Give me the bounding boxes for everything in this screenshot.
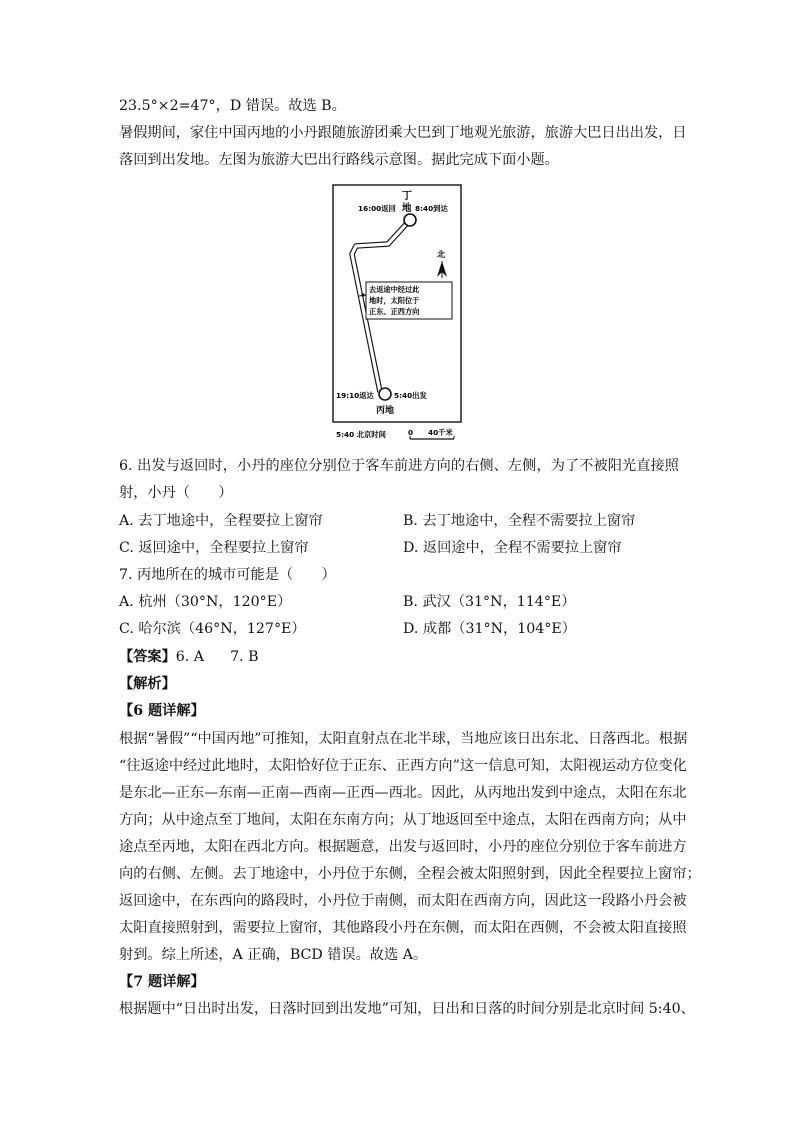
detail-6-line: 方向；从中途点至丁地间，太阳在东南方向；从丁地返回至中途点，太阳在西南方向；从中 xyxy=(119,812,687,828)
caption-time: 5:40 北京时间 xyxy=(336,430,386,439)
answer-7: 7. B xyxy=(230,649,259,665)
detail-7-label: 【7 题详解】 xyxy=(119,974,205,990)
note-line-3: 正东、正西方向 xyxy=(369,307,420,316)
detail-6-line: “往返途中经过此地时，太阳恰好位于正东、正西方向”这一信息可知，太阳视运动方位变化 xyxy=(119,758,687,774)
q6-option-d: D. 返回途中，全程不需要拉上窗帘 xyxy=(403,540,622,556)
destination-arrive-time: 8:40到达 xyxy=(415,204,448,213)
midpoint-marker xyxy=(361,293,364,296)
detail-6-line: 射到。综上所述，A 正确，BCD 错误。故选 A。 xyxy=(119,947,428,963)
detail-6-line: 是东北—正东—东南—正南—西南—正西—西北。因此，从丙地出发到中途点，太阳在东北 xyxy=(119,785,687,801)
destination-name-1: 丁 xyxy=(402,191,412,202)
detail-6-line: 根据“暑假”“中国丙地”可推知，太阳直射点在北半球，当地应该日出东北、日落西北。根据 xyxy=(119,731,688,747)
destination-return-time: 16:00返回 xyxy=(358,204,396,213)
q7-option-a: A. 杭州（30°N，120°E） xyxy=(119,594,292,610)
question-6-stem-cont: 射，小丹（ ） xyxy=(119,485,233,501)
analysis-label: 【解析】 xyxy=(119,676,176,692)
q7-option-d: D. 成都（31°N，104°E） xyxy=(403,621,576,637)
detail-6-line: 太阳直接照射到，需要拉上窗帘，其他路段小丹在东侧，而太阳在西侧，不会被太阳直接照 xyxy=(119,920,687,936)
detail-6-label: 【6 题详解】 xyxy=(119,703,205,719)
scale-length: 40千米 xyxy=(428,428,453,437)
text-line: 落回到出发地。左图为旅游大巴出行路线示意图。据此完成下面小题。 xyxy=(119,152,559,168)
text-line: 23.5°×2=47°，D 错误。故选 B。 xyxy=(119,98,346,114)
answer-label: 【答案】 xyxy=(119,649,176,665)
route-map-svg xyxy=(332,184,462,444)
q6-option-a: A. 去丁地途中，全程要拉上窗帘 xyxy=(119,513,323,529)
detail-6-line: 返回途中，在东西向的路段时，小丹位于南侧，而太阳在西南方向，因此这一段路小丹会被 xyxy=(119,893,687,909)
route-map-figure xyxy=(332,184,462,444)
north-label: 北 xyxy=(437,250,445,259)
answer-line xyxy=(119,647,679,667)
note-line-1: 去返途中经过此 xyxy=(369,285,420,294)
q7-option-c: C. 哈尔滨（46°N，127°E） xyxy=(119,621,306,637)
detail-6-line: 向的右侧、左侧。去丁地途中，小丹位于东侧，全程会被太阳照射到，因此全程要拉上窗帘； xyxy=(119,866,701,882)
origin-return-time: 19:10返达 xyxy=(336,391,374,400)
q6-option-b: B. 去丁地途中，全程不需要拉上窗帘 xyxy=(403,513,636,529)
origin-depart-time: 5:40出发 xyxy=(394,391,427,400)
question-7-stem: 7. 丙地所在的城市可能是（ ） xyxy=(119,567,336,583)
q6-option-c: C. 返回途中，全程要拉上窗帘 xyxy=(119,540,309,556)
note-line-2: 地时，太阳位于 xyxy=(369,296,420,305)
q7-option-b: B. 武汉（31°N，114°E） xyxy=(403,594,576,610)
question-6-stem: 6. 出发与返回时，小丹的座位分别位于客车前进方向的右侧、左侧，为了不被阳光直接照 xyxy=(119,458,679,474)
text-line: 暑假期间，家住中国丙地的小丹跟随旅游团乘大巴到丁地观光旅游，旅游大巴日出出发，日 xyxy=(119,125,687,141)
destination-circle xyxy=(404,214,416,226)
detail-6-line: 途点至丙地，太阳在西北方向。根据题意，出发与返回时，小丹的座位分别位于客车前进方 xyxy=(119,839,687,855)
answer-6: 6. A xyxy=(175,649,205,665)
detail-7-line: 根据题中“日出时出发，日落时回到出发地”可知，日出和日落的时间分别是北京时间 5:40、 xyxy=(119,1001,695,1017)
origin-name: 丙地 xyxy=(376,406,395,416)
destination-name-2: 地 xyxy=(402,203,412,214)
origin-circle xyxy=(379,388,391,400)
scale-zero: 0 xyxy=(408,428,414,437)
